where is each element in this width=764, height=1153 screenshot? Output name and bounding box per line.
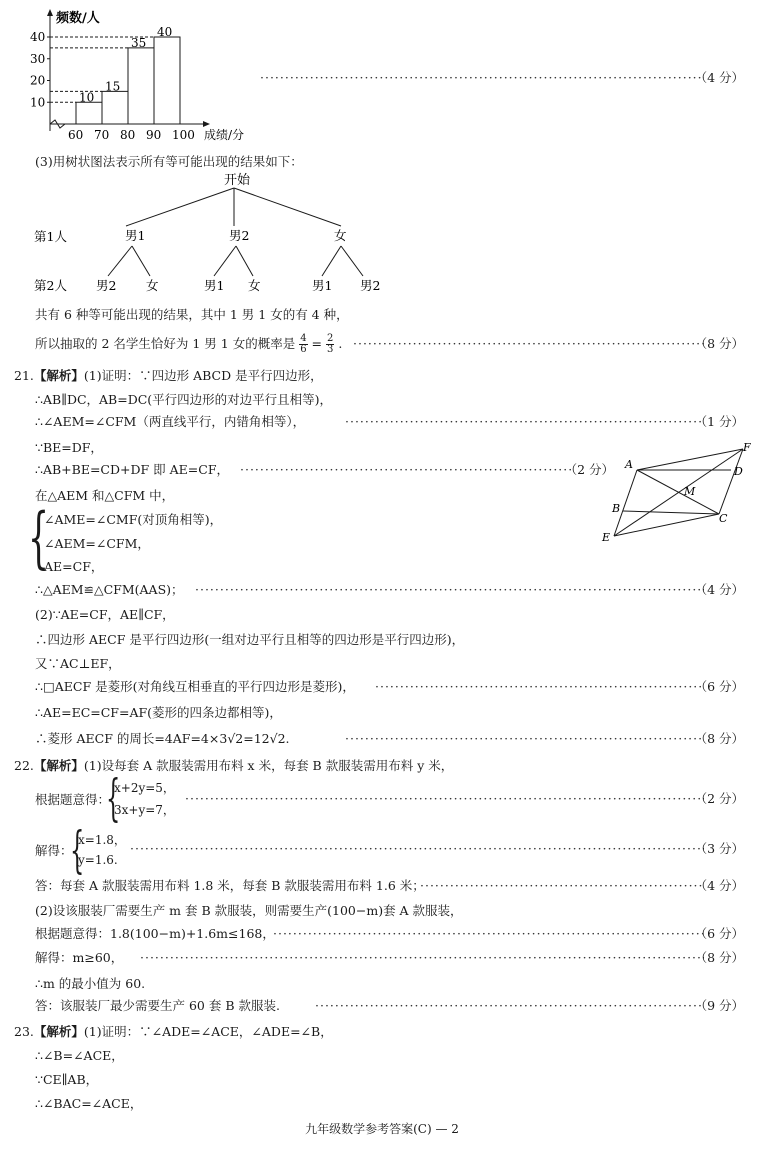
tree-diagram (28, 168, 428, 298)
tree-node-l1-3: 女 (334, 228, 347, 243)
tree-node-l2-6: 男2 (360, 278, 381, 293)
score: （8 分） (694, 950, 744, 965)
q23-line2: ∴∠B=∠ACE， (35, 1048, 124, 1063)
q22-line2-pre: 根据题意得： (35, 792, 111, 807)
page-footer: 九年级数学参考答案(C) — 2 (305, 1122, 459, 1136)
q21-line13: ∴菱形 AECF 的周长=4AF=4×3√2=12√2. ····· （8 分） (35, 730, 744, 748)
q22-line6: 根据题意得：1.8(100−m)+1.6m≤168， ····· （6 分） (35, 925, 744, 943)
q22-line4: 答：每套 A 款服装需用布料 1.8 米，每套 B 款服装需用布料 1.6 米； ····· （4 分） (35, 877, 744, 895)
x-tick-label: 100 (172, 128, 195, 142)
score: （4 分） (694, 878, 744, 893)
q22-line5: (2)设该服装厂需要生产 m 套 B 款服装，则需要生产(100−m)套 A 款服装， (35, 903, 463, 918)
q21-line12: ∴AE=EC=CF=AF(菱形的四条边都相等)， (35, 705, 282, 720)
system-brace: { (106, 769, 121, 827)
question-number: 21. (14, 368, 34, 383)
label-A: A (625, 458, 633, 471)
tree-node-l2-1: 男2 (96, 278, 117, 293)
histogram-score-line (35, 69, 744, 87)
q22-sol2: y=1.6. (78, 853, 118, 867)
score: （2 分） (694, 791, 744, 806)
q21-line5: ∴AB+BE=CD+DF 即 AE=CF， ····· （2 分） (35, 461, 614, 479)
q22-eq1: x+2y=5， (114, 781, 175, 795)
label-D: D (734, 465, 743, 478)
q20-3-line2: 所以抽取的 2 名学生恰好为 1 男 1 女的概率是 $\frac{4}{6}$ = $\frac{2}{3}$ . ····· （8 分） (35, 331, 744, 357)
q22-header (14, 756, 453, 774)
tree-node-l1-1: 男1 (125, 228, 146, 243)
score: （2 分） (564, 462, 614, 477)
tree-node-l2-5: 男1 (312, 278, 333, 293)
question-number: 23. (14, 1024, 34, 1039)
score: （6 分） (694, 679, 744, 694)
q22-sol1: x=1.8， (78, 833, 126, 847)
q20-3-intro: (3)用树状图法表示所有等可能出现的结果如下： (35, 154, 303, 169)
x-tick-label: 60 (68, 128, 84, 142)
q23-line1: (1)证明：∵∠ADE=∠ACE，∠ADE=∠B， (83, 1024, 333, 1039)
score: （9 分） (694, 998, 744, 1013)
q21-line7: ∴△AEM≌△CFM(AAS)； ····· （4 分） (35, 581, 744, 599)
system-brace: { (28, 499, 49, 576)
x-tick-label: 70 (94, 128, 110, 142)
q21-line4: ∵BE=DF， (35, 440, 103, 455)
q21-system-line3: AE=CF， (44, 559, 104, 574)
q21-system-line1: ∠AME=∠CMF(对顶角相等)， (44, 512, 223, 527)
parallelogram-figure (595, 440, 755, 545)
equals-sign: = (311, 336, 323, 351)
q21-line1: (1)证明：∵四边形 ABCD 是平行四边形， (83, 368, 323, 383)
score: （8 分） (694, 336, 744, 351)
q21-line10: 又∵AC⊥EF， (35, 656, 121, 671)
score: （3 分） (694, 841, 744, 856)
fraction-4-6: $\frac{4}{6}$ (300, 333, 307, 355)
bar-value-label: 10 (79, 90, 95, 105)
q21-header (14, 366, 323, 384)
q22-line2 (35, 790, 744, 808)
q23-line3: ∵CE∥AB， (35, 1072, 99, 1087)
q20-3-line1: 共有 6 种等可能出现的结果，其中 1 男 1 女的有 4 种， (35, 307, 349, 322)
label-C: C (719, 512, 728, 525)
q22-line3-pre: 解得： (35, 843, 73, 858)
q22-eq2: 3x+y=7， (114, 803, 175, 817)
score: （1 分） (694, 414, 744, 429)
tree-node-l2-2: 女 (146, 278, 159, 293)
q21-line8: (2)∵AE=CF，AE∥CF， (35, 607, 175, 622)
label-F: F (743, 441, 751, 454)
histogram-bar (102, 91, 128, 124)
histogram-ylabel: 频数/人 (56, 11, 100, 26)
question-number: 22. (14, 758, 34, 773)
q20-3-line2-text: 所以抽取的 2 名学生恰好为 1 男 1 女的概率是 (35, 336, 296, 351)
y-tick-label: 30 (30, 51, 46, 66)
tree-root: 开始 (224, 173, 251, 188)
system-brace: { (70, 821, 85, 879)
q21-line9: ∴四边形 AECF 是平行四边形(一组对边平行且相等的四边形是平行四边形)， (35, 632, 465, 647)
label-B: B (612, 502, 621, 515)
bar-value-label: 35 (131, 35, 147, 50)
q21-system-line2: ∠AEM=∠CFM， (44, 536, 150, 551)
y-tick-label: 10 (30, 95, 46, 110)
q22-line9: 答：该服装厂最少需要生产 60 套 B 款服装. ····· （9 分） (35, 997, 744, 1015)
q21-line3: ∴∠AEM=∠CFM（两直线平行，内错角相等）， ····· （1 分） (35, 413, 744, 431)
histogram-xlabel: 成绩/分 (204, 128, 245, 142)
q22-line8: ∴m 的最小值为 60. (35, 976, 146, 991)
label-E: E (602, 531, 611, 544)
q21-line11: ∴□AECF 是菱形(对角线互相垂直的平行四边形是菱形)， ····· （6 分） (35, 678, 744, 696)
q22-line7: 解得：m≥60， ····· （8 分） (35, 949, 744, 967)
q21-line2: ∴AB∥DC，AB=DC(平行四边形的对边平行且相等)， (35, 392, 333, 407)
y-tick-label: 20 (30, 73, 46, 88)
bar-value-label: 40 (157, 25, 173, 39)
score: （8 分） (694, 731, 744, 746)
score: （6 分） (694, 926, 744, 941)
fraction-2-3: $\frac{2}{3}$ (327, 333, 334, 355)
q22-line1: (1)设每套 A 款服装需用布料 x 米，每套 B 款服装需用布料 y 米， (83, 758, 454, 773)
q22-line3 (35, 840, 744, 858)
score: （4 分） (694, 70, 744, 85)
x-tick-label: 90 (146, 128, 162, 142)
label-M: M (684, 485, 696, 498)
x-tick-label: 80 (120, 128, 136, 142)
tree-node-l2-4: 女 (248, 278, 261, 293)
y-tick-label: 40 (30, 30, 46, 44)
tree-node-l2-3: 男1 (204, 278, 225, 293)
score: （4 分） (694, 582, 744, 597)
tree-level1-label: 第1人 (34, 229, 67, 244)
tree-level2-label: 第2人 (34, 278, 67, 293)
analysis-tag: 【解析】 (33, 1024, 84, 1039)
analysis-tag: 【解析】 (33, 368, 84, 383)
analysis-tag: 【解析】 (33, 758, 84, 773)
histogram-bar (76, 102, 102, 124)
q21-line6: 在△AEM 和△CFM 中， (35, 488, 175, 503)
q23-line4: ∴∠BAC=∠ACE， (35, 1096, 143, 1111)
bar-value-label: 15 (105, 79, 121, 94)
q23-header (14, 1022, 333, 1040)
tree-node-l1-2: 男2 (229, 228, 250, 243)
